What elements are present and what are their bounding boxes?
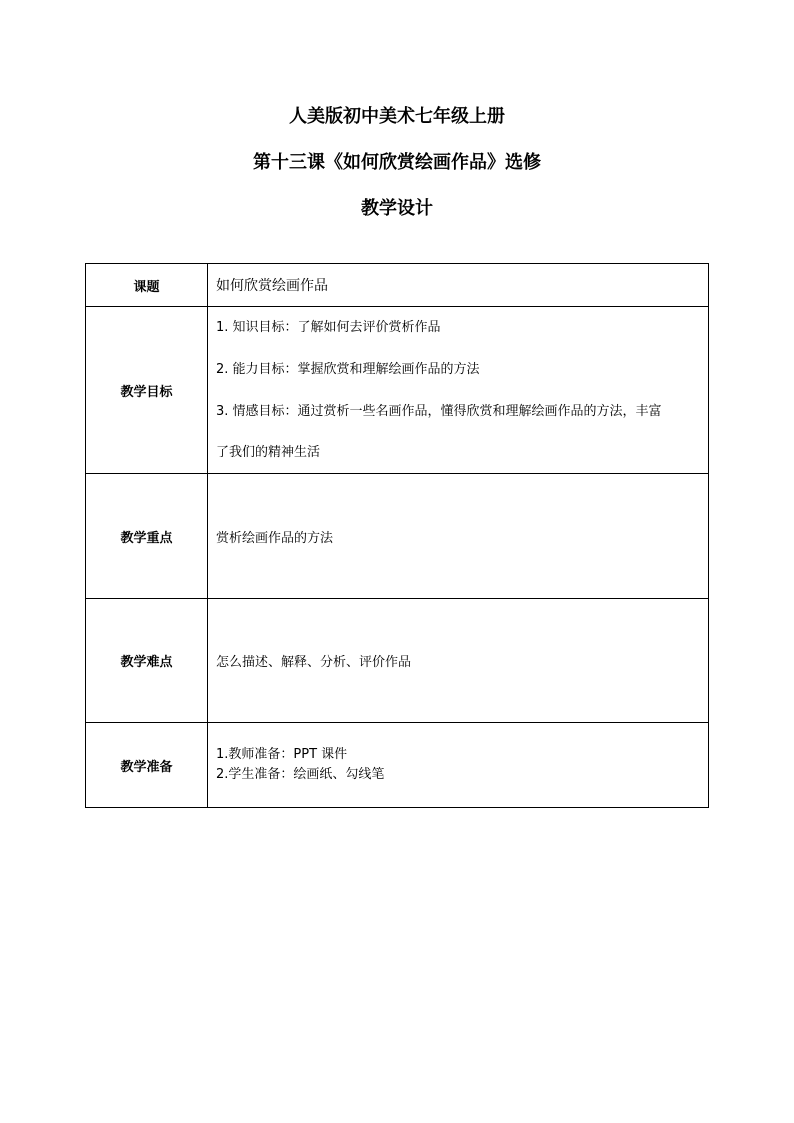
- preparation-label: 教学准备: [86, 723, 208, 808]
- prep-item-teacher: 1.教师准备：PPT 课件: [216, 747, 348, 762]
- key-points-value: 赏析绘画作品的方法: [208, 474, 709, 599]
- table-row-topic: [86, 264, 709, 307]
- title-textbook: 人美版初中美术七年级上册: [289, 106, 505, 127]
- topic-value: 如何欣赏绘画作品: [208, 264, 709, 307]
- goals-label: 教学目标: [86, 307, 208, 474]
- title-lesson: 第十三课《如何欣赏绘画作品》选修: [253, 152, 541, 173]
- prep-item-student: 2.学生准备：绘画纸、勾线笔: [216, 767, 385, 782]
- goals-content: [208, 307, 709, 474]
- goal-item-emotion: 3. 情感目标：通过赏析一些名画作品，懂得欣赏和理解绘画作品的方法，丰富: [216, 403, 662, 419]
- lesson-plan-table: [85, 263, 709, 808]
- table-row-key-points: [86, 474, 709, 599]
- key-points-label: 教学重点: [86, 474, 208, 599]
- table-row-goals: [86, 307, 709, 474]
- goal-item-emotion-continued: 了我们的精神生活: [216, 444, 321, 460]
- title-design: 教学设计: [361, 198, 433, 219]
- difficulties-label: 教学难点: [86, 599, 208, 723]
- difficulties-value: 怎么描述、解释、分析、评价作品: [208, 599, 709, 723]
- goal-item-ability: 2. 能力目标：掌握欣赏和理解绘画作品的方法: [216, 361, 480, 377]
- table-row-preparation: [86, 723, 709, 808]
- document-titles: [0, 105, 794, 243]
- topic-label: 课题: [86, 264, 208, 307]
- preparation-content: [208, 723, 709, 808]
- goal-item-knowledge: 1. 知识目标：了解如何去评价赏析作品: [216, 319, 441, 335]
- table-row-difficulties: [86, 599, 709, 723]
